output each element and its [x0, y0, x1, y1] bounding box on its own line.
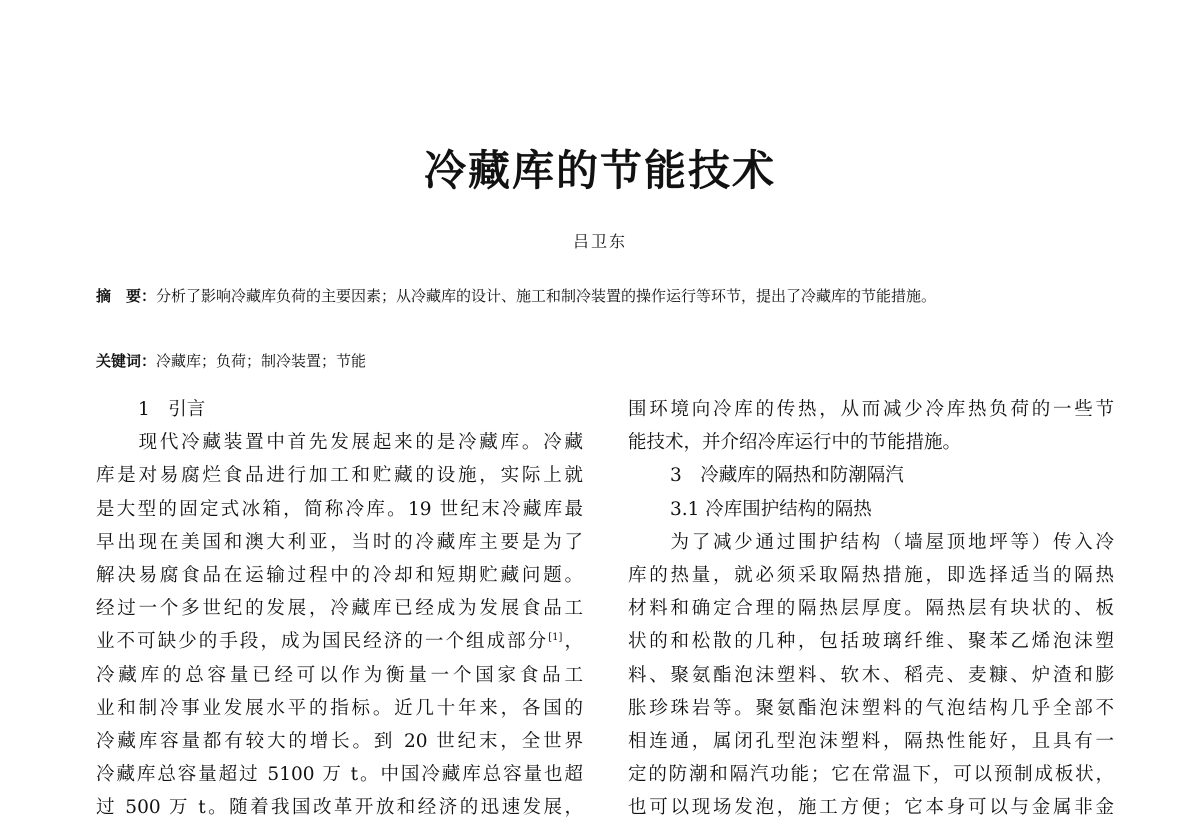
paragraph-line: 解决易腐食品在运输过程中的冷却和短期贮藏问题。	[96, 564, 583, 586]
paragraph-line: 冷藏库总容量超过 5100 万 t。中国冷藏库总容量也超	[96, 764, 583, 786]
paragraph-line: 库是对易腐烂食品进行加工和贮藏的设施，实际上就	[96, 465, 583, 487]
paragraph-line-with-citation	[96, 625, 583, 658]
paragraph-line: 冷藏库的总容量已经可以作为衡量一个国家食品工	[96, 664, 583, 686]
abstract-text: 分析了影响冷藏库负荷的主要因素；从冷藏库的设计、施工和制冷装置的操作运行等环节，提出了冷藏库的节能措施。	[156, 287, 937, 305]
paper-title: 冷藏库的节能技术	[423, 146, 776, 195]
section-heading-insulation: 3 冷藏库的隔热和防潮隔汽	[670, 465, 904, 487]
subsection-heading: 3.1 冷库围护结构的隔热	[670, 498, 872, 520]
paragraph-line: 状的和松散的几种，包括玻璃纤维、聚苯乙烯泡沫塑	[628, 631, 1114, 653]
paragraph-line: 早出现在美国和澳大利亚，当时的冷藏库主要是为了	[96, 531, 583, 553]
paragraph-line: 业和制冷事业发展水平的指标。近几十年来，各国的	[96, 697, 583, 719]
paragraph-line: 相连通，属闭孔型泡沫塑料，隔热性能好，且具有一	[628, 730, 1114, 752]
paragraph-line: 能技术，并介绍冷库运行中的节能措施。	[628, 432, 962, 454]
keywords-text: 冷藏库；负荷；制冷装置；节能	[156, 352, 367, 370]
section-heading-intro: 1 引言	[138, 399, 206, 420]
paragraph-line: 定的防潮和隔汽功能；它在常温下，可以预制成板状，	[628, 764, 1114, 786]
paragraph-line: 料、聚氨酯泡沫塑料、软木、稻壳、麦糠、炉渣和膨	[628, 664, 1114, 686]
keywords-label: 关键词：	[96, 352, 157, 370]
right-column	[628, 393, 1114, 824]
paragraph-line: 围环境向冷库的传热，从而减少冷库热负荷的一些节	[628, 399, 1114, 420]
left-column	[96, 393, 583, 824]
paragraph-line: 胀珍珠岩等。聚氨酯泡沫塑料的气泡结构几乎全部不	[628, 697, 1114, 719]
paragraph-line: 为了减少通过围护结构（墙屋顶地坪等）传入冷	[628, 531, 1114, 553]
paragraph-line: 经过一个多世纪的发展，冷藏库已经成为发展食品工	[96, 598, 583, 620]
keywords	[96, 346, 1114, 376]
paragraph-line: 冷藏库容量都有较大的增长。到 20 世纪末，全世界	[96, 730, 583, 752]
abstract	[96, 280, 1114, 313]
paragraph-line-text: 业不可缺少的手段，成为国民经济的一个组成部分	[96, 631, 549, 653]
paragraph-line: 是大型的固定式冰箱，简称冷库。19 世纪末冷藏库最	[96, 498, 583, 520]
paragraph-line: 库的热量，就必须采取隔热措施，即选择适当的隔热	[628, 564, 1114, 586]
citation-tail: ，	[562, 631, 583, 653]
citation-ref: [1]	[548, 632, 563, 644]
paragraph-line: 过 500 万 t。随着我国改革开放和经济的迅速发展，	[96, 797, 583, 819]
author-name: 吕卫东	[572, 232, 627, 251]
paragraph-line: 也可以现场发泡，施工方便；它本身可以与金属非金	[628, 797, 1114, 819]
paragraph-line: 现代冷藏装置中首先发展起来的是冷藏库。冷藏	[96, 432, 583, 454]
abstract-label: 摘 要：	[96, 287, 157, 305]
paragraph-line: 材料和确定合理的隔热层厚度。隔热层有块状的、板	[628, 598, 1114, 620]
